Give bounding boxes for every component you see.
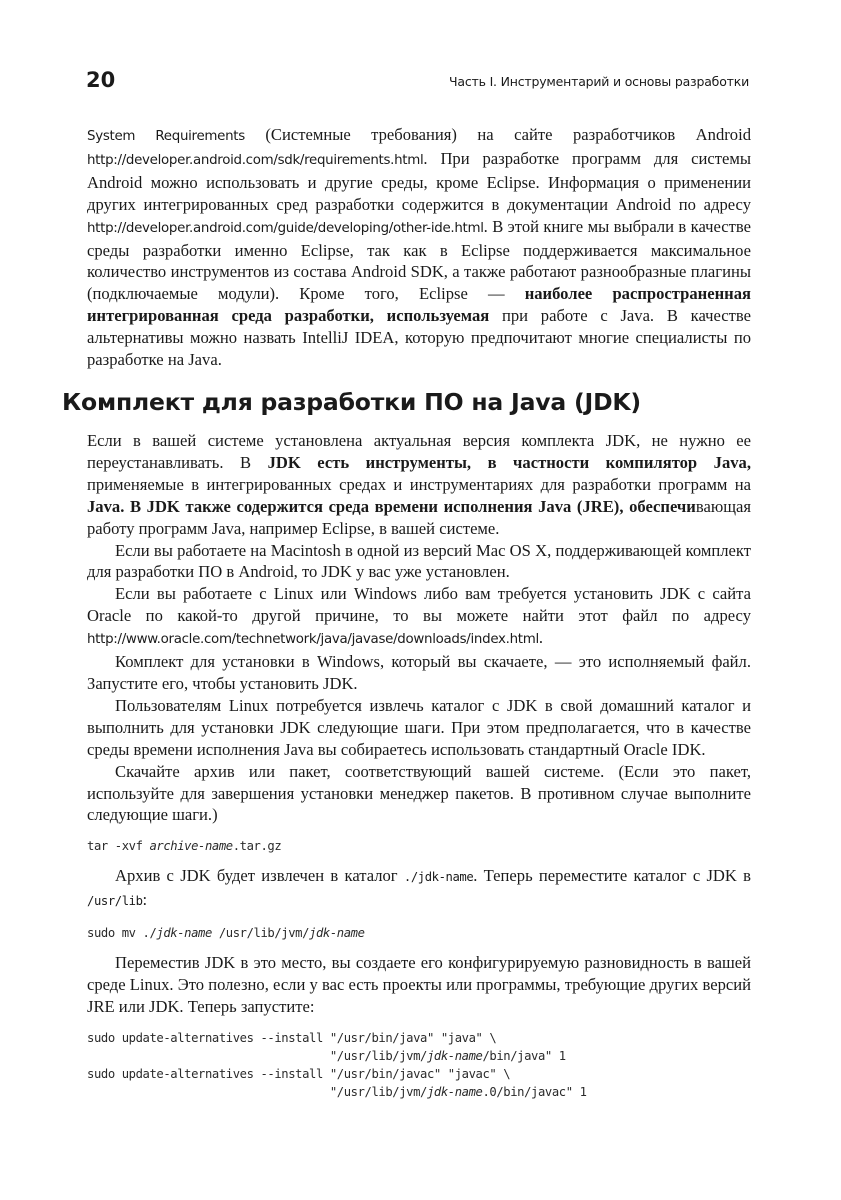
text: (Системные требования) на сайте разработчиков Android	[244, 125, 751, 144]
section-heading: Комплект для разработки ПО на Java (JDK)	[62, 388, 641, 416]
inline-code: ./jdk-name	[403, 870, 474, 885]
code-line: sudo update-alternatives --install "/usr/bin/javac" "javac" \	[87, 1066, 511, 1081]
paragraph: Скачайте архив или пакет, соответствующий вашей системе. (Если это пакет, используйте для завершения установки менеджер пакетов. В противном случае выполните следующие шаги.)	[87, 761, 751, 825]
inline-code: /usr/lib	[87, 894, 143, 909]
intro-paragraph	[87, 124, 751, 371]
text: Архив с JDK будет извлечен в каталог	[115, 866, 404, 886]
bold-text: Java. В JDK также содержится среда времени исполнения Java (JRE), обеспечи	[87, 496, 696, 516]
paragraph	[87, 865, 751, 913]
code-text: /bin/java" 1	[482, 1048, 566, 1063]
text: при работе с Java. В качестве альтернативы можно назвать IntelliJ IDEA, которую предпочитают многие специалисты по разработке на Java.	[87, 306, 751, 370]
paragraph: Комплект для установки в Windows, который вы скачаете, — это исполняемый файл. Запустите его, чтобы установить JDK.	[87, 652, 751, 693]
code-block-tar	[87, 837, 751, 855]
text: . При разработке программ для системы Android можно использовать и другие среды, кроме Eclipse. Информация о применении других интегрированных сред разработки содержится в документации Android по адресу	[87, 148, 751, 214]
text: . В этой книге мы выбрали в качестве среды разработки именно Eclipse, так как в Eclipse поддерживается максимальное количество инструментов из состава Android SDK, а также работают разнообразные плагины (подключаемые модули). Кроме того, Eclipse —	[87, 216, 751, 304]
code-line: sudo update-alternatives --install "/usr/bin/java" "java" \	[87, 1030, 497, 1045]
code-block-update-alternatives	[87, 1029, 751, 1101]
code-placeholder: jdk-name	[309, 926, 365, 941]
paragraph: Если вы работаете на Macintosh в одной из версий Mac OS X, поддерживающей комплект для разработки ПО в Android, то JDK у вас уже установлен.	[87, 540, 751, 582]
code-text: .tar.gz	[232, 839, 282, 854]
code-text: "/usr/lib/jvm/	[87, 1048, 427, 1063]
code-placeholder: jdk-name	[426, 1048, 483, 1063]
code-text: tar -xvf	[87, 839, 150, 854]
oracle-download-url[interactable]: http://www.oracle.com/technetwork/java/javase/downloads/index.html	[87, 632, 539, 648]
system-requirements-link[interactable]: System Requirements	[87, 129, 245, 144]
code-text: sudo mv ./	[87, 926, 157, 941]
text: :	[142, 890, 148, 910]
section-body	[87, 430, 751, 1111]
paragraph	[87, 583, 751, 651]
bold-text: JDK есть инструменты, в частности компилятор Java,	[267, 452, 751, 472]
text: .	[538, 628, 544, 648]
paragraph: Пользователям Linux потребуется извлечь каталог с JDK в свой домашний каталог и выполнить для установки JDK следующие шаги. При этом предполагается, что в качестве среды времени исполнения Java вы собираетесь использовать стандартный Oracle IDK.	[87, 695, 751, 759]
code-placeholder: jdk-name	[156, 926, 212, 941]
text: применяемые в интегрированных средах и инструментариях для разработки программ на	[87, 474, 751, 494]
code-text: .0/bin/javac" 1	[482, 1084, 587, 1099]
code-block-mv	[87, 924, 751, 942]
bold-text: наиболее распространенная интегрированная среда разработки, используемая	[87, 284, 751, 326]
code-placeholder: jdk-name	[426, 1084, 483, 1099]
requirements-url[interactable]: http://developer.android.com/sdk/requirements.html	[87, 152, 424, 168]
text: Если вы работаете с Linux или Windows либо вам требуется установить JDK с сайта Oracle по какой-то другой причине, то вы можете найти этот файл по адресу	[87, 584, 751, 626]
code-text: "/usr/lib/jvm/	[87, 1084, 427, 1099]
text: вающая работу программ Java, например Eclipse, в вашей системе.	[87, 496, 751, 538]
text: Если в вашей системе установлена актуальная версия комплекта JDK, не нужно ее переустанавливать. В	[87, 431, 751, 472]
other-ide-url[interactable]: http://developer.android.com/guide/developing/other-ide.html	[87, 220, 484, 236]
paragraph: Переместив JDK в это место, вы создаете его конфигурируемую разновидность в вашей среде Linux. Это полезно, если у вас есть проекты или программы, требующие других версий JRE или JDK. Теперь запустите:	[87, 953, 751, 1016]
intro-block	[87, 124, 751, 371]
text: . Теперь переместите каталог с JDK в	[473, 866, 751, 886]
code-placeholder: archive-name	[149, 839, 233, 854]
page-number: 20	[86, 68, 116, 92]
running-head: Часть I. Инструментарий и основы разработки	[449, 74, 749, 89]
paragraph	[87, 430, 751, 540]
code-text: /usr/lib/jvm/	[211, 926, 309, 941]
